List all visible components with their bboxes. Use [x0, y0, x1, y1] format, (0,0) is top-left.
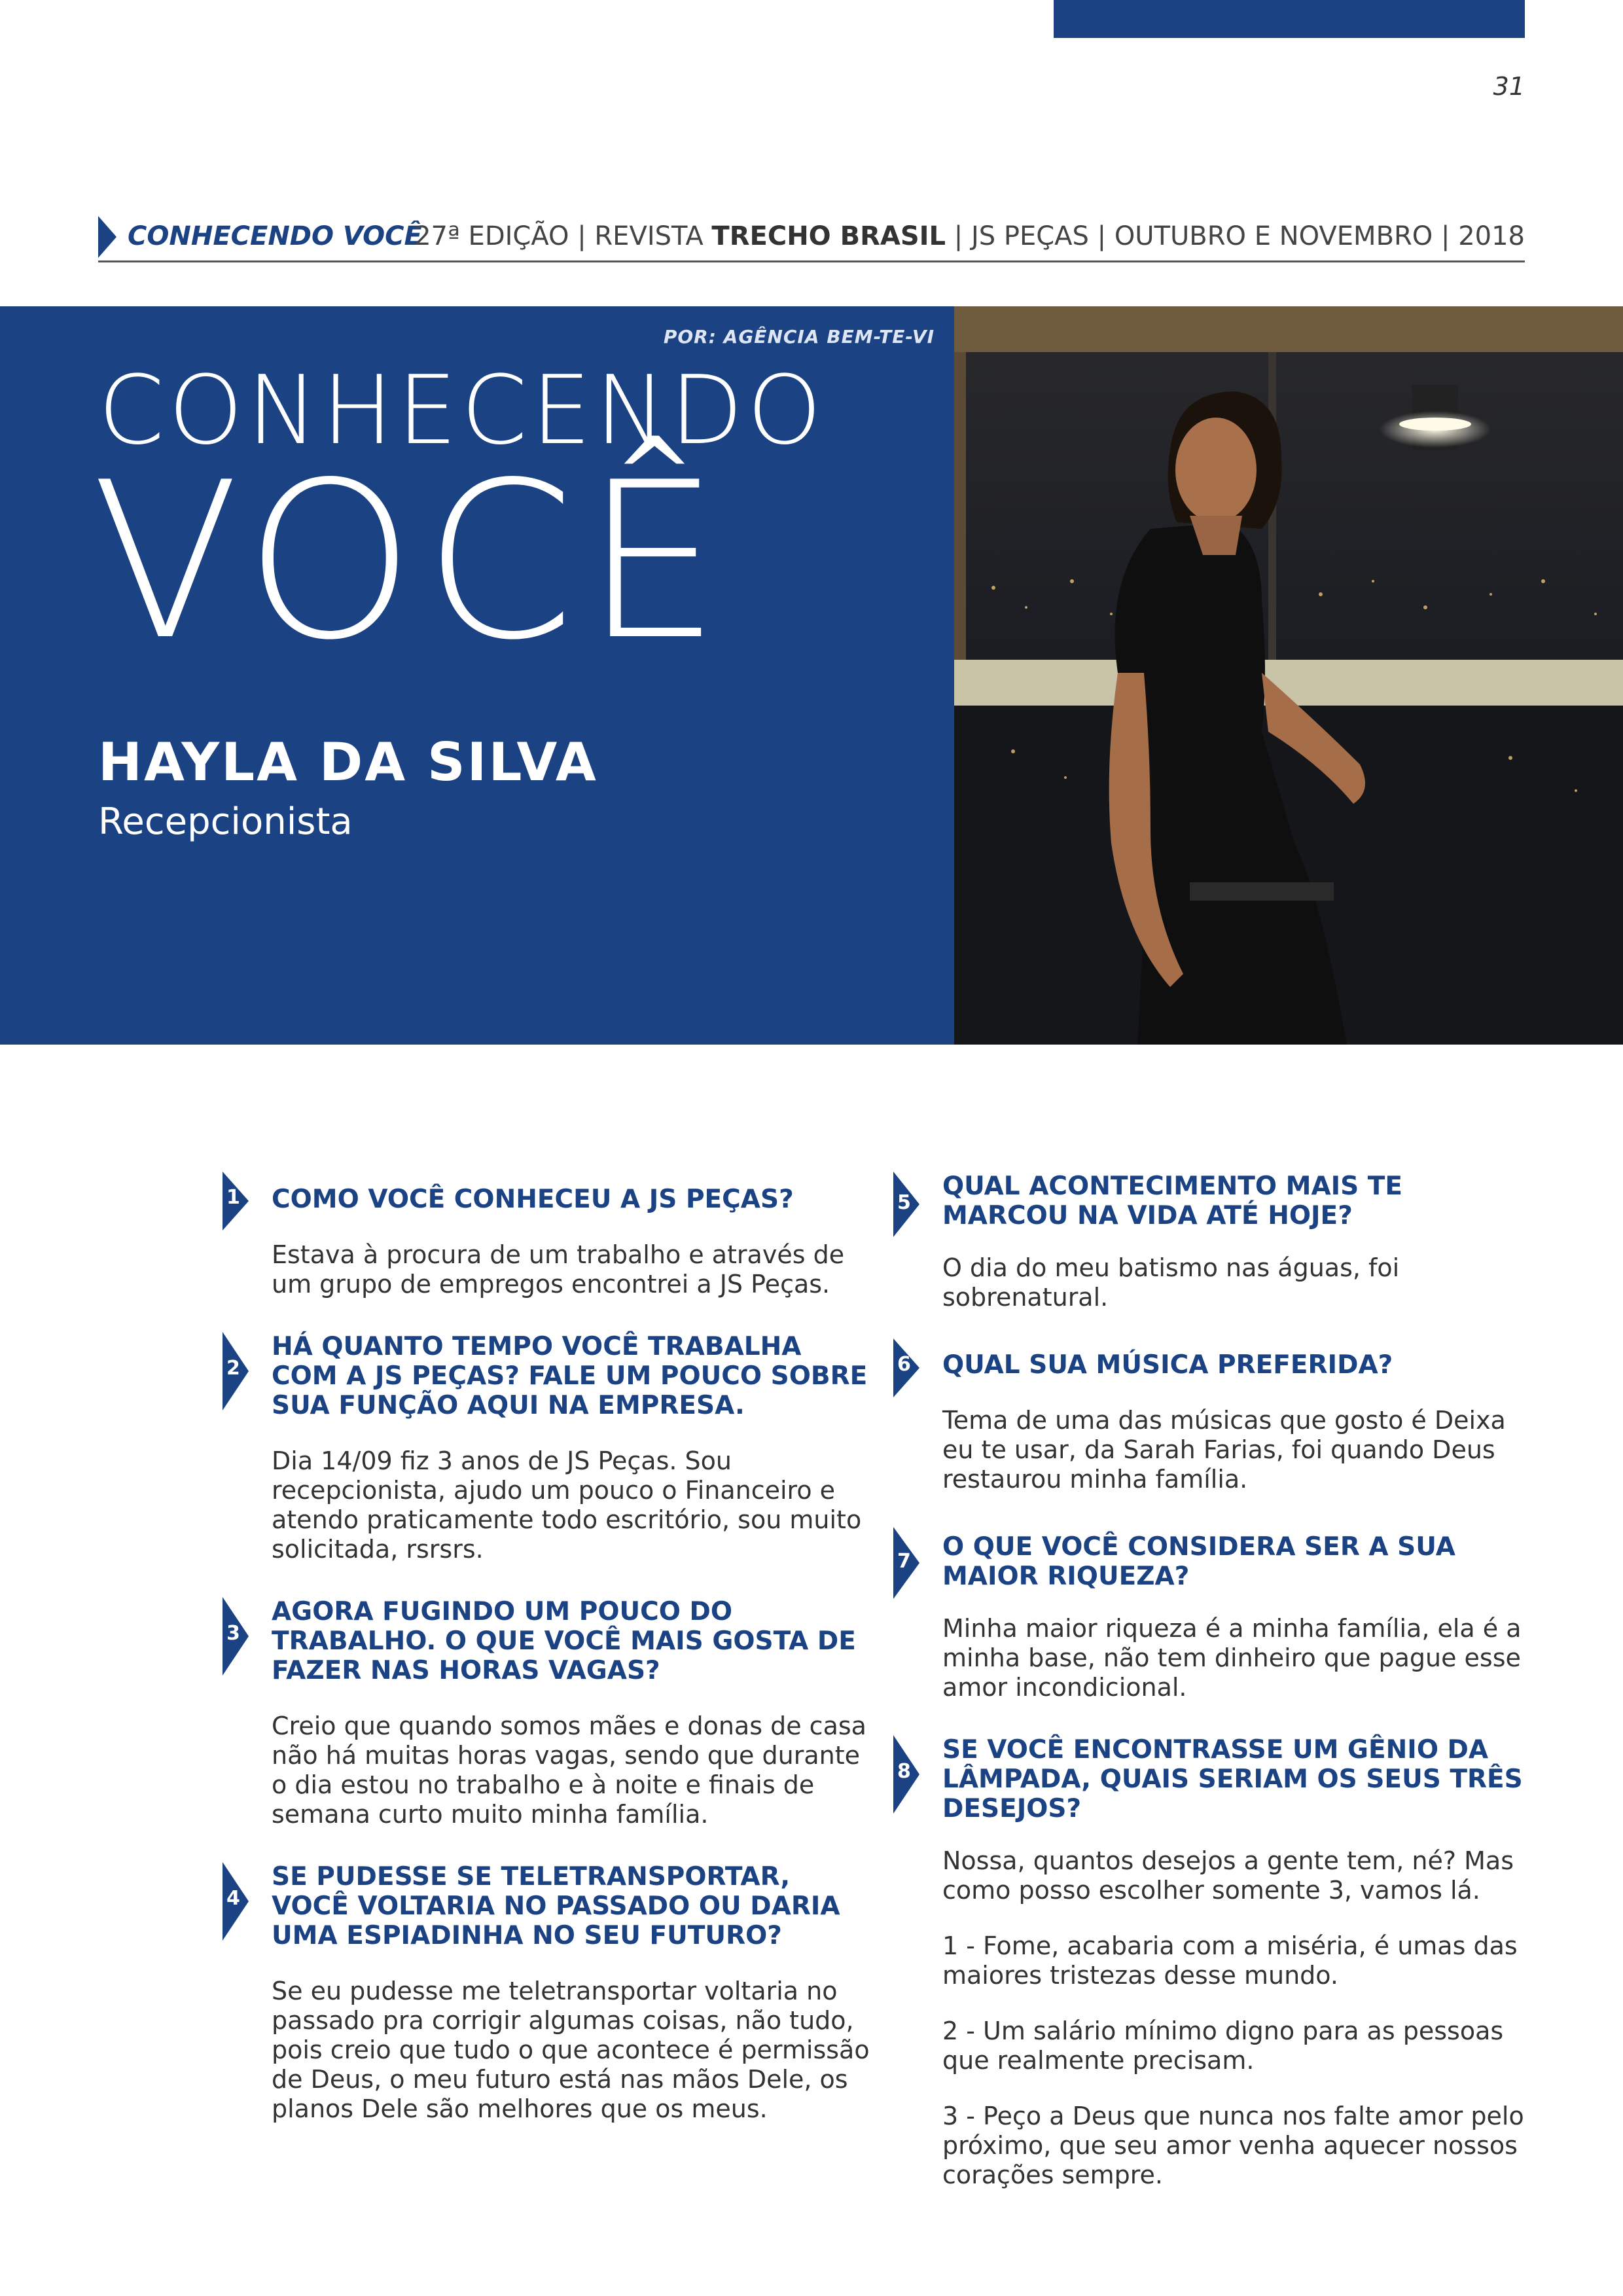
wish-item: 3 - Peço a Deus que nunca nos falte amor pelo próximo, que seu amor venha aquecer nossos corações sempre.: [942, 2102, 1524, 2189]
number-badge: [893, 1527, 933, 1599]
chevron-right-icon: [98, 216, 116, 258]
question: [893, 1172, 1528, 1230]
question: [893, 1338, 1528, 1380]
number-badge: [223, 1862, 262, 1941]
question-number: 8: [897, 1760, 911, 1783]
answer-text: Dia 14/09 fiz 3 anos de JS Peças. Sou recepcionista, ajudo um pouco o Financeiro e atendo praticamente todo escritório, sou muito solicitada, rsrsrs.: [272, 1446, 862, 1564]
title-line-1: CONHECENDO: [98, 355, 826, 466]
running-header: [98, 216, 1525, 262]
section-label: CONHECENDO VOCÊ: [128, 221, 422, 251]
question-number: 1: [226, 1186, 240, 1209]
number-badge: [893, 1735, 933, 1814]
edition-prefix: 27ª EDIÇÃO | REVISTA: [414, 221, 712, 251]
qa-item: [893, 1527, 1528, 1702]
title-line-2: VOCÊ: [92, 436, 730, 687]
top-accent-bar: [1054, 0, 1525, 38]
question-text: AGORA FUGINDO UM POUCO DO TRABALHO. O QUE VOCÊ MAIS GOSTA DE FAZER NAS HORAS VAGAS?: [272, 1597, 856, 1685]
qa-item: [893, 1338, 1528, 1494]
number-badge: [223, 1172, 262, 1230]
question-number: 5: [897, 1191, 911, 1214]
qa-item: [223, 1332, 870, 1564]
question-number: 4: [226, 1887, 240, 1910]
question: [893, 1527, 1528, 1591]
questions-column-right: [893, 1172, 1528, 2190]
number-badge: [893, 1338, 933, 1397]
byline: POR: AGÊNCIA BEM-TE-VI: [663, 326, 935, 348]
qa-item: [223, 1862, 870, 2124]
magazine-name: TRECHO BRASIL: [711, 221, 946, 251]
hero-title-panel: [0, 306, 954, 1045]
answer-text: Se eu pudesse me teletransportar voltaria no passado pra corrigir algumas coisas, não tudo, pois creio que tudo o que acontece é permissão de Deus, o meu futuro está nas mãos Dele, os planos Dele são melhores que os meus.: [272, 1977, 870, 2123]
question: [223, 1172, 870, 1214]
answer-text: Creio que quando somos mães e donas de casa não há muitas horas vagas, sendo que durante o dia estou no trabalho e à noite e finais de semana curto muito minha família.: [272, 1712, 866, 1829]
number-badge: [223, 1597, 262, 1676]
question-text: QUAL ACONTECIMENTO MAIS TE MARCOU NA VIDA ATÉ HOJE?: [942, 1172, 1403, 1230]
hero-banner: [0, 306, 1623, 1045]
qa-item: [223, 1597, 870, 1829]
number-badge: [223, 1332, 262, 1410]
question-text: HÁ QUANTO TEMPO VOCÊ TRABALHA COM A JS PEÇAS? FALE UM POUCO SOBRE SUA FUNÇÃO AQUI NA EMPRESA.: [272, 1332, 868, 1420]
number-badge: [893, 1172, 933, 1237]
portrait-photo: [954, 306, 1623, 1045]
question-number: 2: [226, 1357, 240, 1380]
question-number: 3: [226, 1622, 240, 1645]
question-text: SE VOCÊ ENCONTRASSE UM GÊNIO DA LÂMPADA, QUAIS SERIAM OS SEUS TRÊS DESEJOS?: [942, 1735, 1523, 1823]
answer-text: Nossa, quantos desejos a gente tem, né? Mas como posso escolher somente 3, vamos lá.: [942, 1846, 1514, 1905]
question: [893, 1735, 1528, 1823]
question-number: 6: [897, 1353, 911, 1376]
wish-item: 2 - Um salário mínimo digno para as pessoas que realmente precisam.: [942, 2017, 1504, 2075]
person-role: Recepcionista: [98, 800, 353, 843]
answer-text: Tema de uma das músicas que gosto é Deixa eu te usar, da Sarah Farias, foi quando Deus restaurou minha família.: [942, 1406, 1506, 1494]
question-text: COMO VOCÊ CONHECEU A JS PEÇAS?: [272, 1185, 794, 1214]
answer-text: Estava à procura de um trabalho e através de um grupo de empregos encontrei a JS Peças.: [272, 1240, 845, 1299]
edition-info: [414, 221, 1525, 251]
question-text: QUAL SUA MÚSICA PREFERIDA?: [942, 1350, 1393, 1380]
qa-item: [893, 1172, 1528, 1312]
question: [223, 1332, 870, 1420]
answer-text: Minha maior riqueza é a minha família, ela é a minha base, não tem dinheiro que pague esse amor incondicional.: [942, 1614, 1522, 1702]
person-name: HAYLA DA SILVA: [98, 732, 598, 793]
question: [223, 1597, 870, 1685]
qa-item: [223, 1172, 870, 1299]
page-number: 31: [1493, 72, 1525, 101]
question-number: 7: [897, 1550, 911, 1573]
question-text: SE PUDESSE SE TELETRANSPORTAR, VOCÊ VOLTARIA NO PASSADO OU DARIA UMA ESPIADINHA NO SEU FUTURO?: [272, 1862, 840, 1950]
question: [223, 1862, 870, 1950]
edition-suffix: | JS PEÇAS | OUTUBRO E NOVEMBRO | 2018: [946, 221, 1525, 251]
qa-item: [893, 1735, 1528, 2190]
questions-column-left: [223, 1172, 870, 2124]
header-divider: [98, 260, 1525, 262]
wish-item: 1 - Fome, acabaria com a miséria, é umas das maiores tristezas desse mundo.: [942, 1931, 1518, 1990]
question-text: O QUE VOCÊ CONSIDERA SER A SUA MAIOR RIQUEZA?: [942, 1532, 1455, 1591]
answer-text: O dia do meu batismo nas águas, foi sobrenatural.: [942, 1253, 1400, 1312]
